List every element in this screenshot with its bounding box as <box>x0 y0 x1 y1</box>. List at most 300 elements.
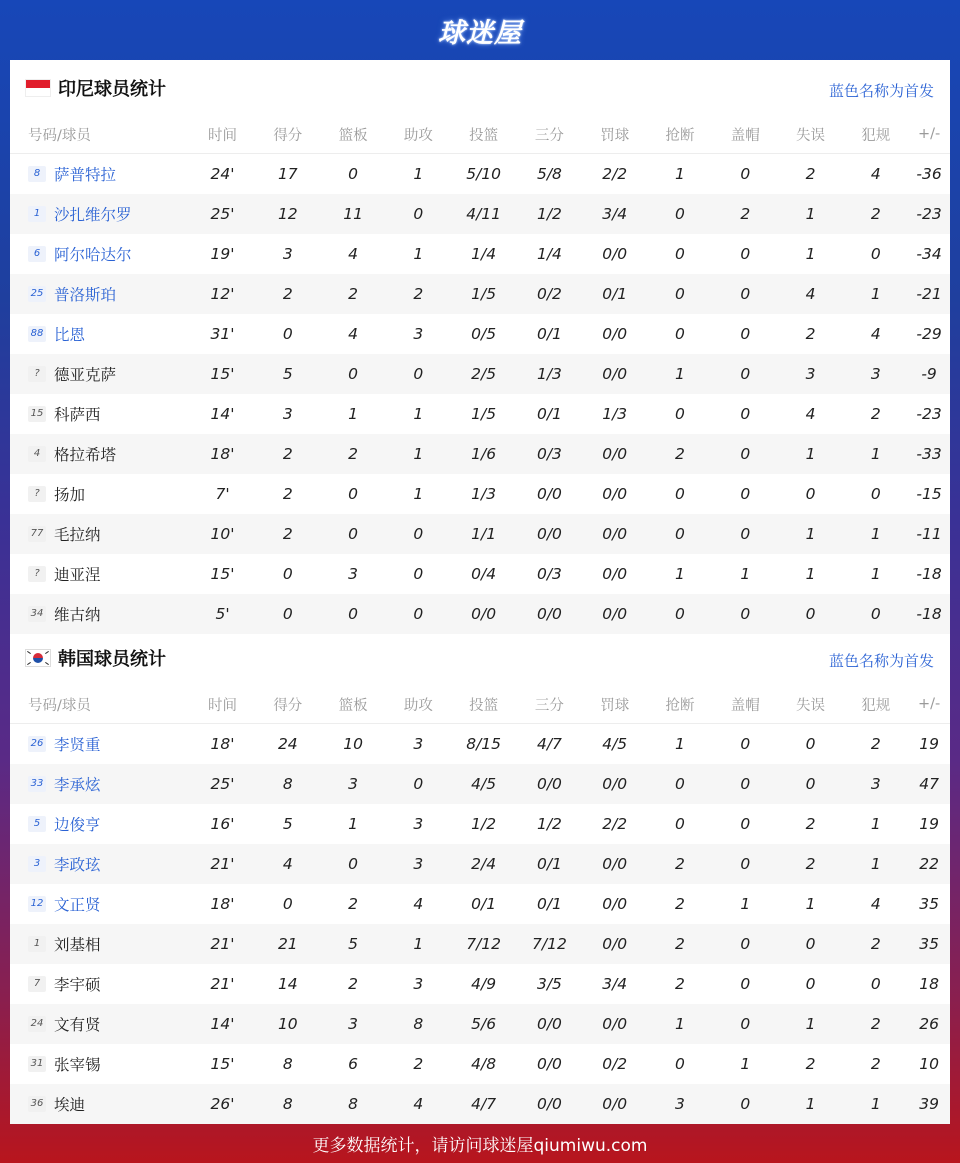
section-header <box>10 630 950 685</box>
korea-flag-icon <box>26 650 50 666</box>
stat-cell: 2 <box>713 194 778 234</box>
player-cell <box>10 594 190 634</box>
player-name-link[interactable]: 德亚克萨 <box>54 366 117 384</box>
stat-cell: 2 <box>805 815 816 833</box>
player-name-link[interactable]: 普洛斯珀 <box>54 286 117 304</box>
stat-cell: 0 <box>320 844 386 884</box>
table-row[interactable] <box>10 804 950 844</box>
stat-cell: 0/0 <box>602 245 628 263</box>
stat-cell: 0 <box>713 1004 778 1044</box>
stat-cell: 1 <box>870 815 881 833</box>
stat-cell: 3 <box>282 405 293 423</box>
stat-cell: 47 <box>908 764 950 804</box>
player-cell <box>10 514 190 554</box>
stat-cell: 4 <box>870 325 881 343</box>
table-row[interactable] <box>10 314 950 354</box>
stat-cell: 10 <box>343 735 363 753</box>
stat-cell: 1 <box>778 194 844 234</box>
stat-cell: 0 <box>805 975 816 993</box>
stat-cell: 0/2 <box>517 274 583 314</box>
stat-cell: 8/15 <box>466 735 502 753</box>
player-cell <box>10 1044 190 1084</box>
stat-cell: 0 <box>413 565 424 583</box>
player-name-link[interactable]: 毛拉纳 <box>54 526 101 544</box>
stat-cell: 0 <box>713 514 778 554</box>
stat-cell: 0/0 <box>602 325 628 343</box>
stat-cell: 3 <box>647 1084 713 1124</box>
stat-cell: 0 <box>713 764 778 804</box>
stat-cell: 0 <box>675 325 685 343</box>
table-row[interactable] <box>10 594 950 634</box>
starter-legend-note: 蓝色名称为首发 <box>828 652 934 670</box>
stat-cell: 0 <box>870 245 881 263</box>
stat-cell: 1 <box>647 354 713 394</box>
table-row[interactable] <box>10 234 950 274</box>
stat-cell: 8 <box>255 1084 320 1124</box>
korea-stats-table <box>10 685 950 1124</box>
stat-cell: 0 <box>778 924 844 964</box>
table-row[interactable] <box>10 554 950 594</box>
table-row[interactable] <box>10 194 950 234</box>
stat-cell: 0/0 <box>582 1084 647 1124</box>
column-header: 盖帽 <box>713 115 778 154</box>
column-header: 篮板 <box>320 685 386 724</box>
table-row[interactable] <box>10 724 950 765</box>
stat-cell: 1/3 <box>471 485 497 503</box>
stat-cell: 21' <box>210 975 235 993</box>
stat-cell: 1 <box>386 924 451 964</box>
stat-cell: 0 <box>320 354 386 394</box>
stat-cell: 0 <box>386 594 451 634</box>
stat-cell: 0 <box>675 405 685 423</box>
stat-cell: 0 <box>713 844 778 884</box>
column-header: 失误 <box>778 685 844 724</box>
stat-cell: 26 <box>908 1004 950 1044</box>
stat-cell: 7/12 <box>451 924 517 964</box>
table-row[interactable] <box>10 964 950 1004</box>
stat-cell: -15 <box>916 485 942 503</box>
player-cell <box>10 1004 190 1044</box>
stat-cell: 4 <box>805 405 816 423</box>
stat-cell: 0 <box>255 594 320 634</box>
stat-cell: 0 <box>805 485 816 503</box>
stat-cell: 4 <box>348 245 359 263</box>
stat-cell: 0 <box>740 485 751 503</box>
stat-cell: 0/0 <box>517 514 583 554</box>
stat-cell: 1/4 <box>471 245 497 263</box>
stat-cell: 1 <box>778 434 844 474</box>
stat-cell: -34 <box>916 245 942 263</box>
stat-cell: 0 <box>386 514 451 554</box>
stat-cell: 0/0 <box>517 1084 583 1124</box>
jersey-number: 88 <box>28 326 46 342</box>
stat-cell: 0 <box>778 764 844 804</box>
stat-cell: 3/4 <box>582 194 647 234</box>
stat-cell: 0/0 <box>517 594 583 634</box>
player-name-link[interactable]: 萨普特拉 <box>54 166 117 184</box>
jersey-number: 15 <box>28 406 46 422</box>
stat-cell: -21 <box>908 274 950 314</box>
stat-cell: 24' <box>210 165 235 183</box>
column-header: 投篮 <box>451 685 517 724</box>
column-header: 抢断 <box>647 115 713 154</box>
stat-cell: 0/4 <box>471 565 497 583</box>
column-header: 罚球 <box>582 685 647 724</box>
stat-cell: 7' <box>215 485 230 503</box>
column-header: +/- <box>908 685 950 724</box>
stat-cell: 1 <box>805 895 816 913</box>
stat-cell: 1 <box>413 485 424 503</box>
table-row[interactable] <box>10 474 950 514</box>
table-row[interactable] <box>10 844 950 884</box>
stat-cell: 15' <box>210 565 235 583</box>
stat-cell: 14' <box>190 1004 256 1044</box>
stat-cell: 2 <box>320 434 386 474</box>
stat-cell: 39 <box>908 1084 950 1124</box>
stat-cell: 2/5 <box>451 354 517 394</box>
stat-cell: 15' <box>210 1055 235 1073</box>
jersey-number: 12 <box>28 896 46 912</box>
stat-cell: 0 <box>713 434 778 474</box>
stat-cell: 2 <box>675 895 685 913</box>
stat-cell: 0 <box>740 405 751 423</box>
footer-link[interactable]: 更多数据统计，请访问球迷屋qiumiwu.com <box>312 1135 648 1156</box>
stat-cell: 4 <box>778 274 844 314</box>
player-name-link[interactable]: 扬加 <box>54 486 86 504</box>
stat-cell: 0 <box>740 245 751 263</box>
player-name-link[interactable]: 阿尔哈达尔 <box>54 246 132 264</box>
jersey-number: 33 <box>28 776 46 792</box>
indonesia-stats-table <box>10 115 950 634</box>
stat-cell: 12 <box>255 194 320 234</box>
stat-cell: 1 <box>413 245 424 263</box>
stat-cell: 25' <box>190 194 256 234</box>
player-name-link[interactable]: 维古纳 <box>54 606 101 624</box>
player-name-link[interactable]: 张宰锡 <box>54 1056 101 1074</box>
table-row[interactable] <box>10 924 950 964</box>
player-cell <box>10 1084 190 1124</box>
table-row[interactable] <box>10 154 950 195</box>
stat-cell: 1 <box>740 895 751 913</box>
table-row[interactable] <box>10 394 950 434</box>
table-row[interactable] <box>10 434 950 474</box>
jersey-number: 6 <box>28 246 46 262</box>
stat-cell: 8 <box>320 1084 386 1124</box>
stat-cell: 5/8 <box>536 165 562 183</box>
stat-cell: 4 <box>413 895 424 913</box>
player-name-link[interactable]: 埃迪 <box>54 1096 86 1114</box>
stat-cell: 1 <box>870 565 881 583</box>
stat-cell: 11 <box>320 194 386 234</box>
stat-cell: 2 <box>805 325 816 343</box>
player-cell <box>10 434 190 474</box>
column-header: 时间 <box>190 115 256 154</box>
stat-cell: 2/4 <box>451 844 517 884</box>
stat-cell: 3 <box>413 735 424 753</box>
jersey-number: 4 <box>28 446 46 462</box>
stat-cell: 4/8 <box>471 1055 497 1073</box>
player-cell <box>10 394 190 434</box>
table-row[interactable] <box>10 1044 950 1084</box>
stat-cell: 1 <box>843 514 908 554</box>
stat-cell: 1 <box>778 1004 844 1044</box>
stat-cell: 0/5 <box>471 325 497 343</box>
stat-cell: 2 <box>413 1055 424 1073</box>
player-name-link[interactable]: 李宇硕 <box>54 976 101 994</box>
player-cell <box>10 274 190 314</box>
korea-section <box>10 630 950 1124</box>
stat-cell: 1 <box>778 514 844 554</box>
stat-cell: 0 <box>647 194 713 234</box>
stat-cell: 0 <box>647 594 713 634</box>
indonesia-flag-icon <box>26 80 50 96</box>
player-name-link[interactable]: 沙扎维尔罗 <box>54 206 132 224</box>
table-row[interactable] <box>10 514 950 554</box>
table-row[interactable] <box>10 764 950 804</box>
stat-cell: 2 <box>255 514 320 554</box>
stat-cell: 5 <box>320 924 386 964</box>
jersey-number: 8 <box>28 166 46 182</box>
stat-cell: 0/0 <box>582 354 647 394</box>
stat-cell: 0 <box>778 594 844 634</box>
stat-cell: 1 <box>843 844 908 884</box>
stat-cell: 1 <box>386 434 451 474</box>
stat-cell: 2 <box>320 274 386 314</box>
stat-cell: 1/5 <box>471 405 497 423</box>
stat-cell: 8 <box>255 764 320 804</box>
stat-cell: 1 <box>805 245 816 263</box>
column-header: 篮板 <box>320 115 386 154</box>
jersey-number: 24 <box>28 1016 46 1032</box>
stat-cell: 0 <box>320 594 386 634</box>
stat-cell: 3 <box>386 844 451 884</box>
jersey-number: ? <box>28 366 46 382</box>
stat-cell: 0 <box>675 1055 685 1073</box>
section-header <box>10 60 950 115</box>
stat-cell: 2 <box>870 1055 881 1073</box>
stat-cell: 18' <box>210 735 235 753</box>
player-name-link[interactable]: 李贤重 <box>54 736 101 754</box>
stat-cell: 0/1 <box>536 895 562 913</box>
jersey-number: 5 <box>28 816 46 832</box>
player-name-link[interactable]: 李政玹 <box>54 856 101 874</box>
stat-cell: 0/0 <box>582 514 647 554</box>
player-cell <box>10 884 190 924</box>
column-header: 罚球 <box>582 115 647 154</box>
stat-cell: 0/0 <box>582 924 647 964</box>
player-name-link[interactable]: 刘基相 <box>54 936 101 954</box>
column-header: 抢断 <box>647 685 713 724</box>
footer <box>0 1123 960 1163</box>
stat-cell: 19 <box>919 735 939 753</box>
stat-cell: 0 <box>740 975 751 993</box>
stat-cell: 1 <box>413 405 424 423</box>
column-header: 号码/球员 <box>10 115 190 154</box>
stat-cell: 2 <box>870 405 881 423</box>
stat-cell: 31' <box>210 325 235 343</box>
stat-cell: 0/3 <box>517 434 583 474</box>
stat-cell: 1 <box>413 165 424 183</box>
stat-cell: 3 <box>778 354 844 394</box>
player-cell <box>10 844 190 884</box>
stat-cell: 21 <box>255 924 320 964</box>
stat-cell: 1 <box>348 405 359 423</box>
stat-cell: 6 <box>348 1055 359 1073</box>
player-cell <box>10 764 190 804</box>
player-name-link[interactable]: 文正贤 <box>54 896 101 914</box>
jersey-number: 36 <box>28 1096 46 1112</box>
table-row[interactable] <box>10 884 950 924</box>
stat-cell: 4 <box>348 325 359 343</box>
stat-cell: 1/1 <box>451 514 517 554</box>
stat-cell: 0/3 <box>536 565 562 583</box>
player-cell <box>10 724 190 765</box>
player-cell <box>10 154 190 195</box>
player-name-link[interactable]: 格拉希塔 <box>54 446 117 464</box>
stat-cell: 0/0 <box>517 1004 583 1044</box>
stat-cell: -9 <box>908 354 950 394</box>
jersey-number: 25 <box>28 286 46 302</box>
stat-cell: 1 <box>843 1084 908 1124</box>
stat-cell: -23 <box>916 405 942 423</box>
stat-cell: 24 <box>277 735 298 753</box>
stat-cell: 0 <box>740 735 751 753</box>
column-header: 盖帽 <box>713 685 778 724</box>
table-header-row <box>10 115 950 154</box>
stat-cell: 2 <box>282 485 293 503</box>
stat-cell: 2 <box>843 924 908 964</box>
stat-cell: 2/2 <box>602 165 628 183</box>
player-name-link[interactable]: 文有贤 <box>54 1016 101 1034</box>
stat-cell: 2 <box>647 434 713 474</box>
stat-cell: 0/0 <box>602 485 628 503</box>
stat-cell: 0/1 <box>536 405 562 423</box>
player-cell <box>10 354 190 394</box>
stat-cell: 0 <box>740 325 751 343</box>
player-cell <box>10 964 190 1004</box>
stat-cell: 0/0 <box>536 485 562 503</box>
jersey-number: 3 <box>28 856 46 872</box>
stat-cell: 18' <box>190 434 256 474</box>
table-row[interactable] <box>10 274 950 314</box>
stat-cell: 0/0 <box>582 844 647 884</box>
stat-cell: 3 <box>320 764 386 804</box>
stat-cell: 26' <box>190 1084 256 1124</box>
stat-cell: 2 <box>647 844 713 884</box>
stat-cell: 4 <box>386 1084 451 1124</box>
stat-cell: 3 <box>843 764 908 804</box>
stat-cell: 1 <box>843 274 908 314</box>
stat-cell: 0 <box>713 594 778 634</box>
section-title: 印尼球员统计 <box>58 79 166 100</box>
stat-cell: 1 <box>778 1084 844 1124</box>
jersey-number: 26 <box>28 736 46 752</box>
stat-cell: 1 <box>675 565 685 583</box>
stat-cell: 22 <box>908 844 950 884</box>
stat-cell: 0/0 <box>602 565 628 583</box>
player-name-link[interactable]: 比恩 <box>54 326 86 344</box>
player-name-link[interactable]: 边俊亨 <box>54 816 101 834</box>
jersey-number: 1 <box>28 206 46 222</box>
stat-cell: 0 <box>282 325 293 343</box>
stat-cell: 0 <box>870 485 881 503</box>
stat-cell: 2 <box>348 975 359 993</box>
stat-cell: 5 <box>255 354 320 394</box>
player-name-link[interactable]: 迪亚涅 <box>54 566 101 584</box>
stat-cell: 2 <box>843 1004 908 1044</box>
stat-cell: 5/6 <box>451 1004 517 1044</box>
stat-cell: 0 <box>282 895 293 913</box>
stats-panel <box>10 60 950 1123</box>
stat-cell: 4/7 <box>451 1084 517 1124</box>
column-header: 犯规 <box>843 115 908 154</box>
stat-cell: 3 <box>413 975 424 993</box>
stat-cell: 0/1 <box>582 274 647 314</box>
stat-cell: 0 <box>647 514 713 554</box>
player-cell <box>10 474 190 514</box>
stat-cell: 4 <box>255 844 320 884</box>
stat-cell: 19 <box>919 815 939 833</box>
stat-cell: 3 <box>413 815 424 833</box>
table-row[interactable] <box>10 1084 950 1124</box>
stat-cell: 10 <box>919 1055 939 1073</box>
stat-cell: 14 <box>277 975 298 993</box>
stat-cell: 18' <box>210 895 235 913</box>
column-header: 得分 <box>255 685 320 724</box>
stat-cell: 10 <box>255 1004 320 1044</box>
stat-cell: 1 <box>740 565 751 583</box>
table-row[interactable] <box>10 1004 950 1044</box>
stat-cell: 4 <box>870 165 881 183</box>
stat-cell: -36 <box>916 165 942 183</box>
stat-cell: 3/5 <box>536 975 562 993</box>
player-name-link[interactable]: 科萨西 <box>54 406 101 424</box>
stat-cell: 1/4 <box>536 245 562 263</box>
player-cell <box>10 554 190 594</box>
stat-cell: 1 <box>740 1055 751 1073</box>
stat-cell: 0/1 <box>517 844 583 884</box>
stat-cell: 3 <box>282 245 293 263</box>
table-row[interactable] <box>10 354 950 394</box>
stat-cell: -33 <box>908 434 950 474</box>
column-header: 助攻 <box>386 685 451 724</box>
column-header: +/- <box>908 115 950 154</box>
stat-cell: 4/7 <box>536 735 562 753</box>
stat-cell: 0 <box>740 815 751 833</box>
stat-cell: 0 <box>647 764 713 804</box>
stat-cell: 0 <box>675 245 685 263</box>
jersey-number: 34 <box>28 606 46 622</box>
stat-cell: 21' <box>190 844 256 884</box>
player-name-link[interactable]: 李承炫 <box>54 776 101 794</box>
stat-cell: 0 <box>713 274 778 314</box>
stat-cell: 2/2 <box>602 815 628 833</box>
stat-cell: 0/0 <box>451 594 517 634</box>
stat-cell: 0 <box>675 485 685 503</box>
stat-cell: 1/2 <box>517 194 583 234</box>
stat-cell: 35 <box>919 895 939 913</box>
stat-cell: 2 <box>348 895 359 913</box>
stat-cell: 0 <box>647 274 713 314</box>
site-logo[interactable]: 球迷屋 <box>438 17 522 49</box>
stat-cell: 0/0 <box>517 764 583 804</box>
stat-cell: 1 <box>675 735 685 753</box>
stat-cell: 4/11 <box>451 194 517 234</box>
stat-cell: 0 <box>386 764 451 804</box>
stat-cell: 3/4 <box>602 975 628 993</box>
stat-cell: 0 <box>713 1084 778 1124</box>
stat-cell: 8 <box>386 1004 451 1044</box>
